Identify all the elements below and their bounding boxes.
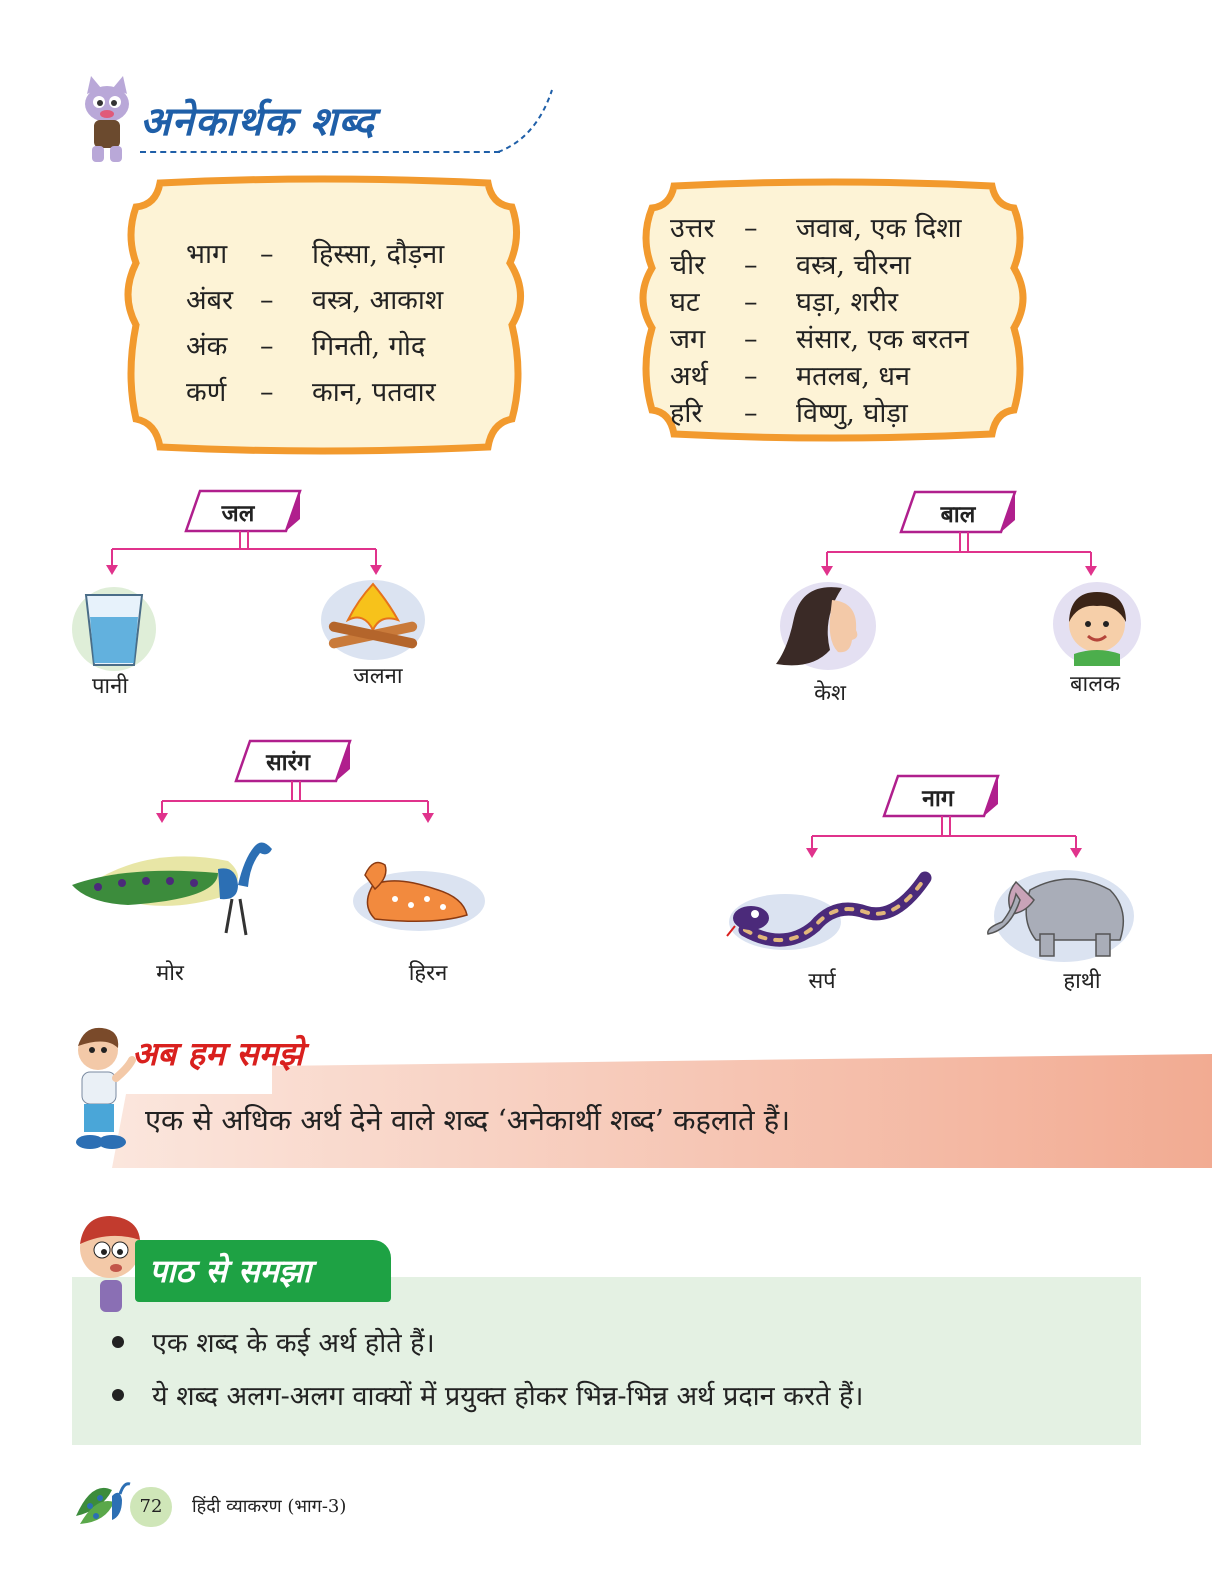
word-row [670, 358, 969, 395]
word: हरि [670, 398, 703, 429]
dash: – [744, 250, 758, 281]
campfire-icon [318, 572, 428, 662]
meaning: संसार, एक बरतन [796, 324, 969, 355]
water-glass-icon [70, 583, 158, 673]
meaning: मतलब, धन [796, 361, 911, 392]
caption-pani: पानी [91, 674, 129, 699]
word: भाग [186, 239, 228, 270]
dash: – [744, 398, 758, 429]
caption-hiran: हिरन [408, 961, 448, 986]
tree-baal-label: बाल [940, 502, 976, 528]
word-row [670, 284, 969, 321]
snake-icon [725, 862, 937, 954]
dash: – [744, 324, 758, 355]
peacock-footer-icon [72, 1476, 136, 1532]
banner-definition: एक से अधिक अर्थ देने वाले शब्द ‘अनेकार्थी शब्द’ कहलाते हैं। [145, 1103, 791, 1137]
meaning: हिस्सा, दौड़ना [312, 239, 445, 270]
word: अर्थ [670, 361, 708, 392]
bullet-icon [112, 1336, 124, 1348]
caption-kesh: केश [814, 681, 846, 706]
word-row [186, 278, 444, 324]
caption-sarp: सर्प [808, 969, 836, 994]
meaning: कान, पतवार [312, 377, 436, 408]
meaning: गिनती, गोद [312, 331, 426, 362]
caption-haathi: हाथी [1063, 969, 1101, 994]
woman-hair-icon [772, 578, 880, 678]
book-title: हिंदी व्याकरण (भाग-3) [192, 1496, 347, 1517]
bullet-icon [112, 1389, 124, 1401]
lesson-heading: पाठ से समझा [135, 1240, 391, 1302]
caption-baalak: बालक [1069, 672, 1121, 697]
page-number: 72 [130, 1487, 172, 1527]
banner-heading: अब हम समझे [132, 1034, 304, 1073]
dash: – [260, 377, 274, 408]
word-row [670, 210, 969, 247]
word-row [186, 232, 444, 278]
word: चीर [670, 250, 706, 281]
tree-jal-label: जल [221, 501, 255, 527]
caption-jalna: जलना [353, 664, 403, 689]
caption-mor: मोर [156, 961, 184, 986]
word-row [670, 395, 969, 432]
meaning: विष्णु, घोड़ा [796, 398, 908, 429]
dash: – [260, 239, 274, 270]
lesson-point-1 [112, 1323, 435, 1360]
cat-mascot-illustration [74, 74, 140, 166]
meaning: वस्त्र, आकाश [312, 285, 444, 316]
word-row [670, 321, 969, 358]
dash: – [744, 361, 758, 392]
dash: – [744, 287, 758, 318]
boy-mascot-illustration [66, 1024, 136, 1152]
lesson-point-2 [112, 1376, 864, 1413]
dash: – [260, 285, 274, 316]
dash: – [744, 213, 758, 244]
meaning: जवाब, एक दिशा [796, 213, 962, 244]
dash: – [260, 331, 274, 362]
lesson-point-text: ये शब्द अलग-अलग वाक्यों में प्रयुक्त होकर भिन्न-भिन्न अर्थ प्रदान करते हैं। [152, 1381, 864, 1412]
tree-naag-label: नाग [922, 786, 954, 812]
meaning: घड़ा, शरीर [796, 287, 898, 318]
word-row [186, 370, 444, 416]
title-dashed-curve [496, 88, 556, 154]
tree-saarang-label: सारंग [266, 750, 310, 776]
word: कर्ण [186, 377, 227, 408]
word: अंक [186, 331, 228, 362]
lesson-point-text: एक शब्द के कई अर्थ होते हैं। [152, 1328, 435, 1359]
meaning: वस्त्र, चीरना [796, 250, 911, 281]
word-list-left [186, 232, 444, 416]
page-title: अनेकार्थक शब्द [140, 99, 375, 145]
word-row [670, 247, 969, 284]
word-list-right [670, 210, 969, 432]
word: जग [670, 324, 706, 355]
word: घट [670, 287, 700, 318]
lesson-summary-box [72, 1277, 1141, 1445]
elephant-icon [980, 860, 1140, 968]
word-row [186, 324, 444, 370]
peacock-icon [68, 825, 286, 945]
deer-icon [345, 845, 487, 935]
title-underline [140, 151, 500, 153]
word: उत्तर [670, 213, 715, 244]
word: अंबर [186, 285, 234, 316]
boy-face-icon [1050, 578, 1144, 670]
